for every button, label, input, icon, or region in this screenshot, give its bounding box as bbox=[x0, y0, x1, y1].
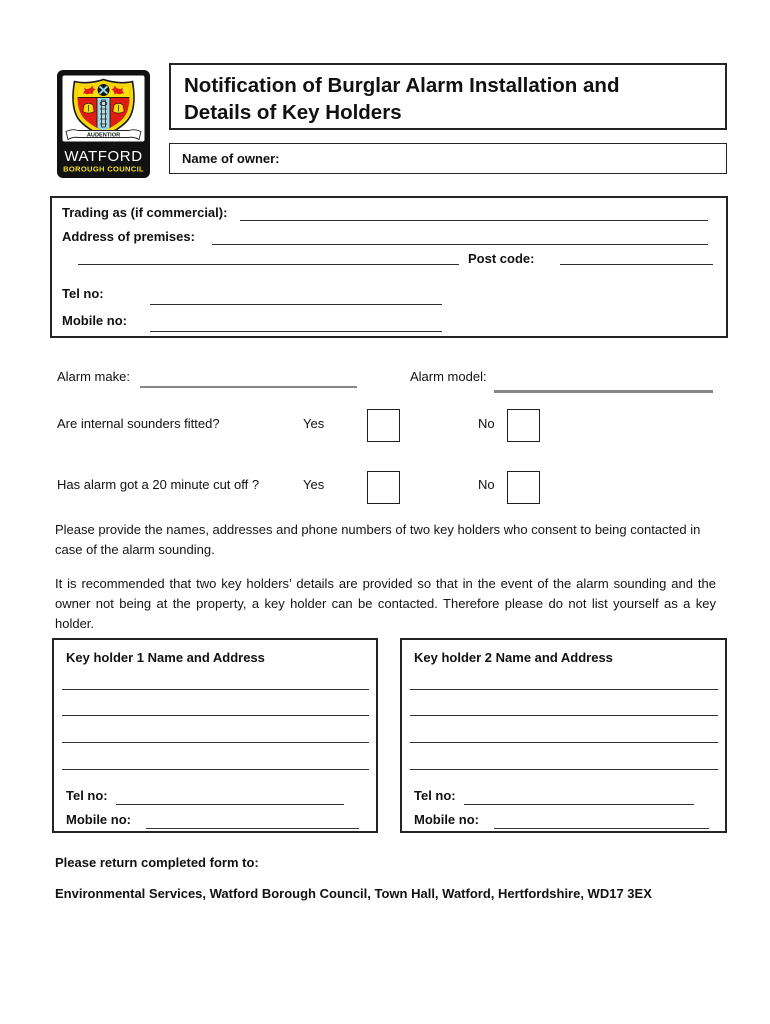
address-line-1[interactable] bbox=[212, 244, 708, 245]
owner-box[interactable] bbox=[169, 143, 727, 174]
kh1-address-line-4[interactable] bbox=[62, 769, 369, 770]
alarm-model-label: Alarm model: bbox=[410, 369, 487, 384]
sounders-yes-label: Yes bbox=[303, 416, 325, 431]
kh1-mobile-line[interactable] bbox=[146, 828, 359, 829]
council-name: WATFORD bbox=[64, 148, 143, 165]
kh1-address-line-2[interactable] bbox=[62, 715, 369, 716]
page-title-line-1: Notification of Burglar Alarm Installation and bbox=[184, 74, 620, 97]
address-line-2[interactable] bbox=[78, 264, 459, 265]
premises-mobile-label: Mobile no: bbox=[62, 313, 127, 328]
keyholder-2-box bbox=[400, 638, 727, 833]
sounders-question-label: Are internal sounders fitted? bbox=[57, 416, 220, 431]
kh2-address-line-4[interactable] bbox=[410, 769, 718, 770]
cutoff-no-label: No bbox=[478, 477, 495, 492]
kh2-mobile-label: Mobile no: bbox=[414, 812, 479, 827]
alarm-make-label: Alarm make: bbox=[57, 369, 130, 384]
keyholder-1-title: Key holder 1 Name and Address bbox=[66, 650, 265, 665]
alarm-make-line[interactable] bbox=[140, 386, 357, 388]
page-title-line-2: Details of Key Holders bbox=[184, 101, 402, 124]
premises-mobile-line[interactable] bbox=[150, 331, 442, 332]
kh1-address-line-3[interactable] bbox=[62, 742, 369, 743]
cutoff-question-label: Has alarm got a 20 minute cut off ? bbox=[57, 477, 260, 492]
kh2-mobile-line[interactable] bbox=[494, 828, 709, 829]
premises-box bbox=[50, 196, 728, 338]
cutoff-yes-label: Yes bbox=[303, 477, 325, 492]
cutoff-yes-checkbox[interactable] bbox=[367, 471, 400, 504]
keyholder-1-box bbox=[52, 638, 378, 833]
owner-label: Name of owner: bbox=[182, 151, 280, 166]
address-label: Address of premises: bbox=[62, 229, 195, 244]
cutoff-no-checkbox[interactable] bbox=[507, 471, 540, 504]
council-crest-icon bbox=[57, 70, 150, 178]
return-instruction-label: Please return completed form to: bbox=[55, 855, 259, 870]
council-logo bbox=[57, 70, 150, 178]
kh1-tel-line[interactable] bbox=[116, 804, 344, 805]
sounders-yes-checkbox[interactable] bbox=[367, 409, 400, 442]
kh2-tel-label: Tel no: bbox=[414, 788, 456, 803]
trading-as-label: Trading as (if commercial): bbox=[62, 205, 228, 220]
return-address: Environmental Services, Watford Borough Council, Town Hall, Watford, Hertfordshire, WD17 3EX bbox=[55, 886, 652, 901]
kh1-mobile-label: Mobile no: bbox=[66, 812, 131, 827]
keyholder-2-title: Key holder 2 Name and Address bbox=[414, 650, 613, 665]
kh2-address-line-2[interactable] bbox=[410, 715, 718, 716]
council-subtitle: BOROUGH COUNCIL bbox=[63, 164, 144, 174]
alarm-model-line[interactable] bbox=[494, 390, 713, 393]
kh1-tel-label: Tel no: bbox=[66, 788, 108, 803]
postcode-label: Post code: bbox=[468, 251, 535, 266]
title-box bbox=[169, 63, 727, 130]
council-motto: AUDENTIOR bbox=[86, 132, 121, 139]
postcode-line[interactable] bbox=[560, 264, 713, 265]
kh2-address-line-1[interactable] bbox=[410, 689, 718, 690]
kh1-address-line-1[interactable] bbox=[62, 689, 369, 690]
keyholder-note-paragraph-2: It is recommended that two key holders’ details are provided so that in the event of the alarm sounding and the owner not being at the property, a key holder can be contacted. Therefore please do not list yourself as a key holder. bbox=[55, 576, 716, 631]
sounders-no-label: No bbox=[478, 416, 495, 431]
sounders-no-checkbox[interactable] bbox=[507, 409, 540, 442]
premises-tel-label: Tel no: bbox=[62, 286, 104, 301]
kh2-address-line-3[interactable] bbox=[410, 742, 718, 743]
trading-as-line[interactable] bbox=[240, 220, 708, 221]
kh2-tel-line[interactable] bbox=[464, 804, 694, 805]
premises-tel-line[interactable] bbox=[150, 304, 442, 305]
keyholder-note-paragraph-1: Please provide the names, addresses and phone numbers of two key holders who consent to being contacted in case of the alarm sounding. bbox=[55, 522, 701, 557]
